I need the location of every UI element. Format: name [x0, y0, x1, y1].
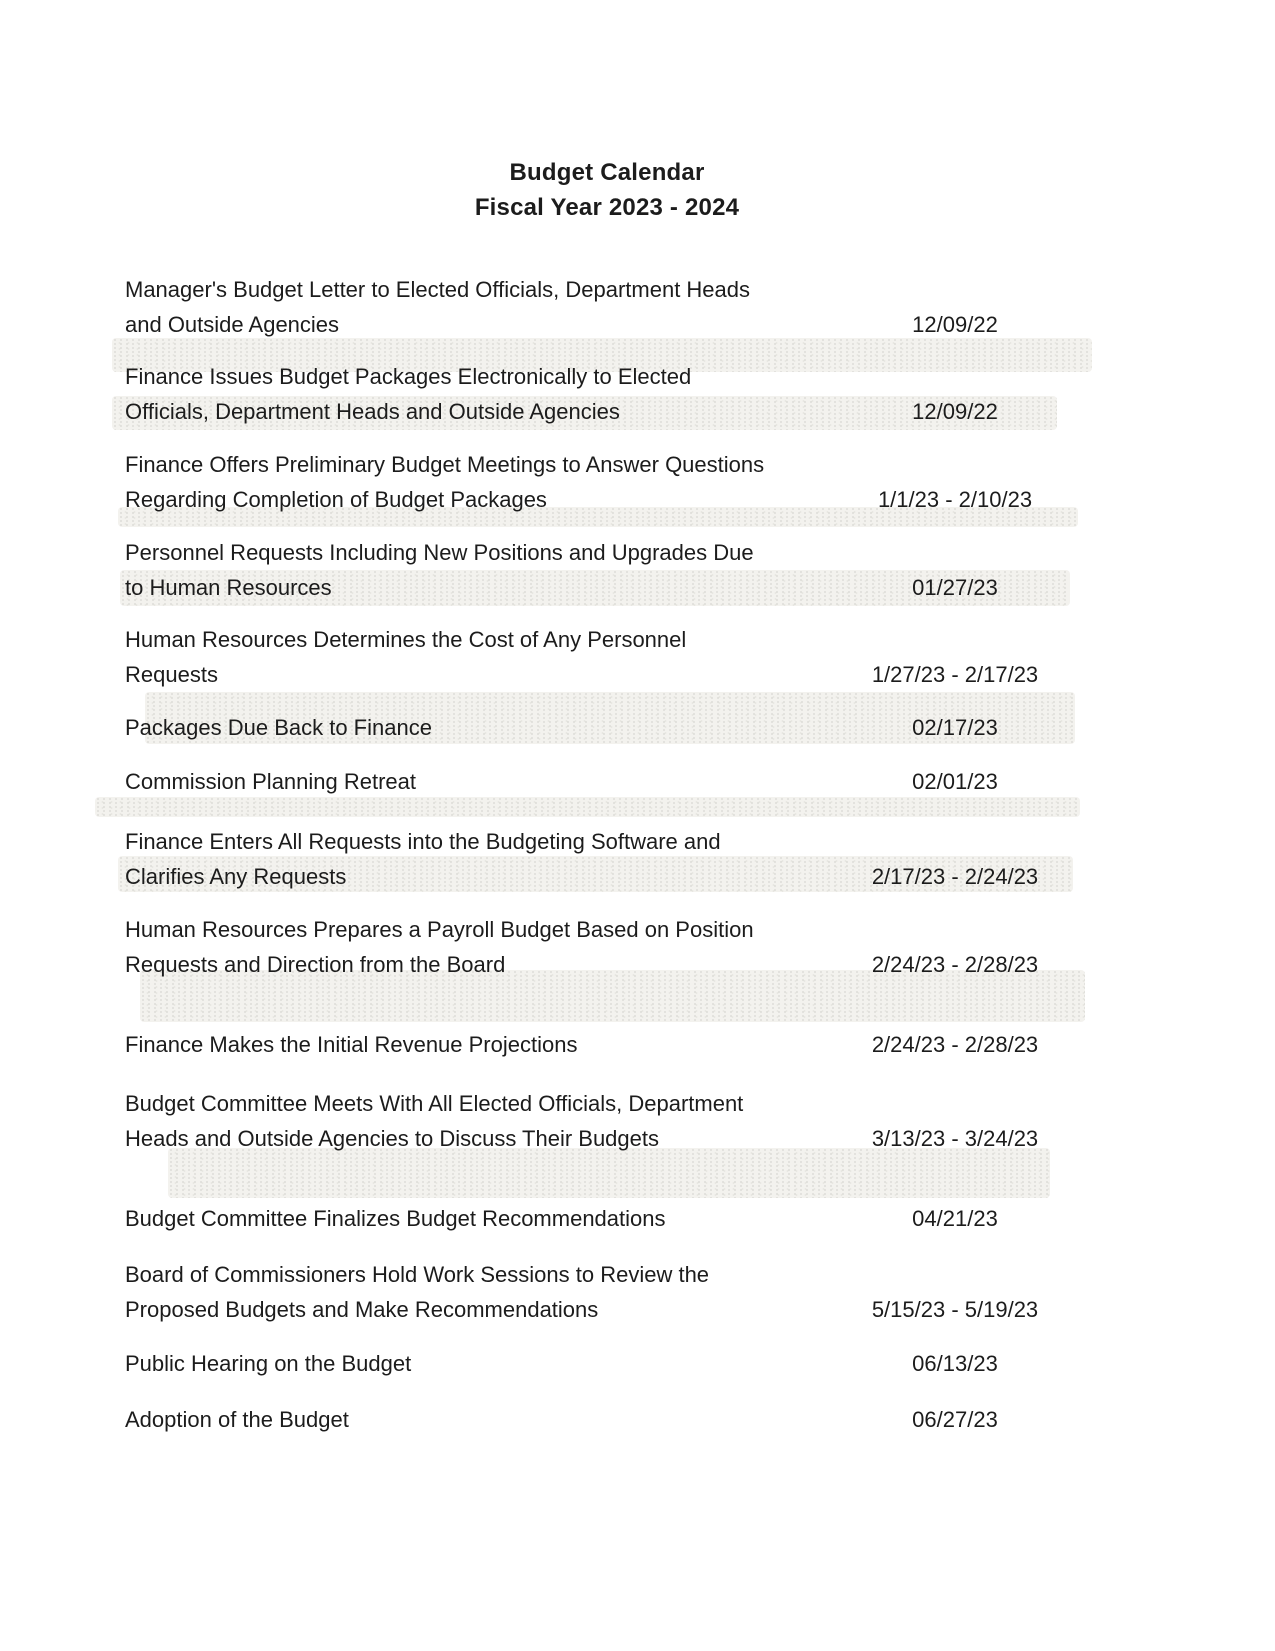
calendar-entry — [125, 824, 1060, 894]
entry-date: 3/13/23 - 3/24/23 — [871, 1126, 1039, 1151]
entry-text-line: Board of Commissioners Hold Work Sessions to Review the — [125, 1262, 710, 1287]
calendar-entry — [125, 1201, 1060, 1236]
entry-text-line: Packages Due Back to Finance — [125, 715, 432, 740]
entry-date: 06/27/23 — [912, 1407, 998, 1432]
entry-text-line: Heads and Outside Agencies to Discuss Their Budgets — [125, 1126, 660, 1151]
entry-date: 06/13/23 — [912, 1351, 998, 1376]
calendar-entry — [125, 622, 1060, 692]
entry-date: 12/09/22 — [912, 399, 998, 424]
calendar-entry — [125, 1027, 1060, 1062]
entry-date: 01/27/23 — [912, 575, 998, 600]
entry-date: 2/24/23 - 2/28/23 — [871, 1032, 1039, 1057]
calendar-entry — [125, 1402, 1060, 1437]
calendar-entry — [125, 912, 1060, 982]
calendar-entry — [125, 447, 1060, 517]
entry-text-line: Commission Planning Retreat — [125, 769, 417, 794]
entry-text-line: to Human Resources — [125, 575, 332, 600]
entry-text-line: Finance Enters All Requests into the Budgeting Software and — [125, 829, 721, 854]
entry-text-line: Finance Issues Budget Packages Electronically to Elected — [125, 364, 692, 389]
entry-text-line: Human Resources Determines the Cost of Any Personnel — [125, 627, 687, 652]
entry-date: 1/27/23 - 2/17/23 — [871, 662, 1039, 687]
entry-text-line: Proposed Budgets and Make Recommendations — [125, 1297, 599, 1322]
calendar-entry — [125, 1257, 1060, 1327]
entry-text-line: Budget Committee Meets With All Elected Officials, Department — [125, 1091, 744, 1116]
entry-date: 1/1/23 - 2/10/23 — [877, 487, 1033, 512]
entry-text-line: Clarifies Any Requests — [125, 864, 347, 889]
entry-text-line: Manager's Budget Letter to Elected Officials, Department Heads — [125, 277, 751, 302]
entry-text-line: Requests and Direction from the Board — [125, 952, 506, 977]
entry-date: 2/24/23 - 2/28/23 — [871, 952, 1039, 977]
calendar-entry — [125, 710, 1060, 745]
document-title: Budget Calendar — [509, 159, 705, 186]
entry-text-line: Adoption of the Budget — [125, 1407, 349, 1432]
entry-date: 2/17/23 - 2/24/23 — [871, 864, 1039, 889]
entry-text-line: Human Resources Prepares a Payroll Budget Based on Position — [125, 917, 754, 942]
entry-date: 12/09/22 — [912, 312, 998, 337]
entry-date: 02/17/23 — [912, 715, 998, 740]
calendar-entry — [125, 1346, 1060, 1381]
document-title-block — [0, 155, 1214, 225]
entry-text-line: Personnel Requests Including New Positions and Upgrades Due — [125, 540, 754, 565]
entry-text-line: Regarding Completion of Budget Packages — [125, 487, 547, 512]
entry-date: 5/15/23 - 5/19/23 — [871, 1297, 1039, 1322]
document-subtitle: Fiscal Year 2023 - 2024 — [474, 194, 740, 221]
calendar-entry — [125, 535, 1060, 605]
entry-date: 04/21/23 — [912, 1206, 998, 1231]
scan-artifact-band — [95, 797, 1080, 817]
calendar-entry — [125, 272, 1060, 342]
entry-text-line: Finance Offers Preliminary Budget Meetings to Answer Questions — [125, 452, 765, 477]
entry-text-line: Public Hearing on the Budget — [125, 1351, 412, 1376]
entry-text-line: and Outside Agencies — [125, 312, 340, 337]
calendar-entry — [125, 764, 1060, 799]
entry-text-line: Budget Committee Finalizes Budget Recommendations — [125, 1206, 666, 1231]
entry-date: 02/01/23 — [912, 769, 998, 794]
entry-text-line: Requests — [125, 662, 218, 687]
calendar-entry — [125, 359, 1060, 429]
calendar-entry — [125, 1086, 1060, 1156]
entry-text-line: Officials, Department Heads and Outside Agencies — [125, 399, 620, 424]
entry-text-line: Finance Makes the Initial Revenue Projections — [125, 1032, 578, 1057]
